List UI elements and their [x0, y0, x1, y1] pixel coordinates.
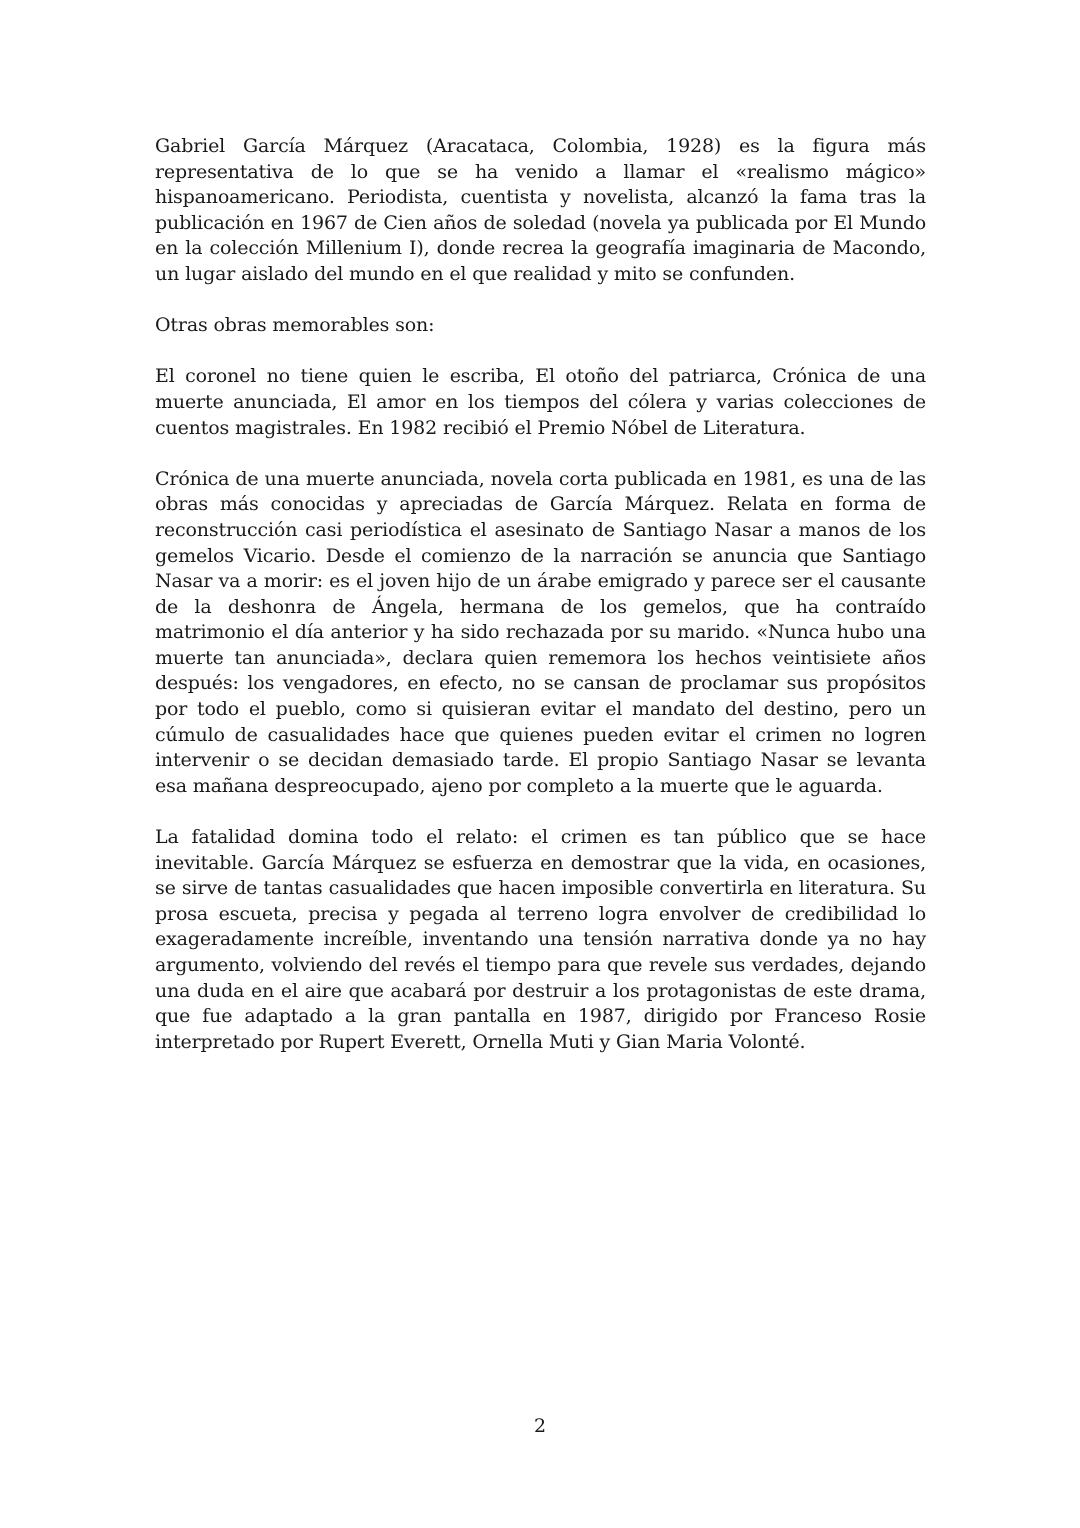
paragraph-novel-analysis: La fatalidad domina todo el relato: el crimen es tan público que se hace inevitable. García Márquez se esfuerza en demostrar que la vida, en ocasiones, se sirve de tantas casualidades que hacen imposible convertirla en literatura. Su prosa escueta, precisa y pegada al terreno logra envolver de credibilidad lo exageradamente increíble, inventando una tensión narrativa donde ya no hay argumento, volviendo del revés el tiempo para que revele sus verdades, dejando una duda en el aire que acabará por destruir a los protagonistas de este drama, que fue adaptado a la gran pantalla en 1987, dirigido por Franceso Rosie interpretado por Rupert Everett, Ornella Muti y Gian Maria Volonté.	[155, 826, 926, 1053]
page-number: 2	[533, 1415, 547, 1437]
paragraph-other-works-list: El coronel no tiene quien le escriba, El otoño del patriarca, Crónica de una muerte anunciada, El amor en los tiempos del cólera y varias colecciones de cuentos magistrales. En 1982 recibió el Premio Nóbel de Literatura.	[155, 365, 926, 439]
paragraph-novel-summary: Crónica de una muerte anunciada, novela corta publicada en 1981, es una de las obras más conocidas y apreciadas de García Márquez. Relata en forma de reconstrucción casi periodística el asesinato de Santiago Nasar a manos de los gemelos Vicario. Desde el comienzo de la narración se anuncia que Santiago Nasar va a morir: es el joven hijo de un árabe emigrado y parece ser el causante de la deshonra de Ángela, hermana de los gemelos, que ha contraído matrimonio el día anterior y ha sido rechazada por su marido. «Nunca hubo una muerte tan anunciada», declara quien rememora los hechos veintisiete años después: los vengadores, en efecto, no se cansan de proclamar sus propósitos por todo el pueblo, como si quisieran evitar el mandato del destino, pero un cúmulo de casualidades hace que quienes pueden evitar el crimen no logren intervenir o se decidan demasiado tarde. El propio Santiago Nasar se levanta esa mañana despreocupado, ajeno por completo a la muerte que le aguarda.	[155, 467, 926, 797]
paragraph-author-bio: Gabriel García Márquez (Aracataca, Colombia, 1928) es la figura más representativa de lo que se ha venido a llamar el «realismo mágico» hispanoamericano. Periodista, cuentista y novelista, alcanzó la fama tras la publicación en 1967 de Cien años de soledad (novela ya publicada por El Mundo en la colección Millenium I), donde recrea la geografía imaginaria de Macondo, un lugar aislado del mundo en el que realidad y mito se confunden.	[155, 135, 926, 285]
body-text	[155, 134, 926, 1055]
paragraph-other-works-intro: Otras obras memorables son:	[155, 314, 435, 337]
